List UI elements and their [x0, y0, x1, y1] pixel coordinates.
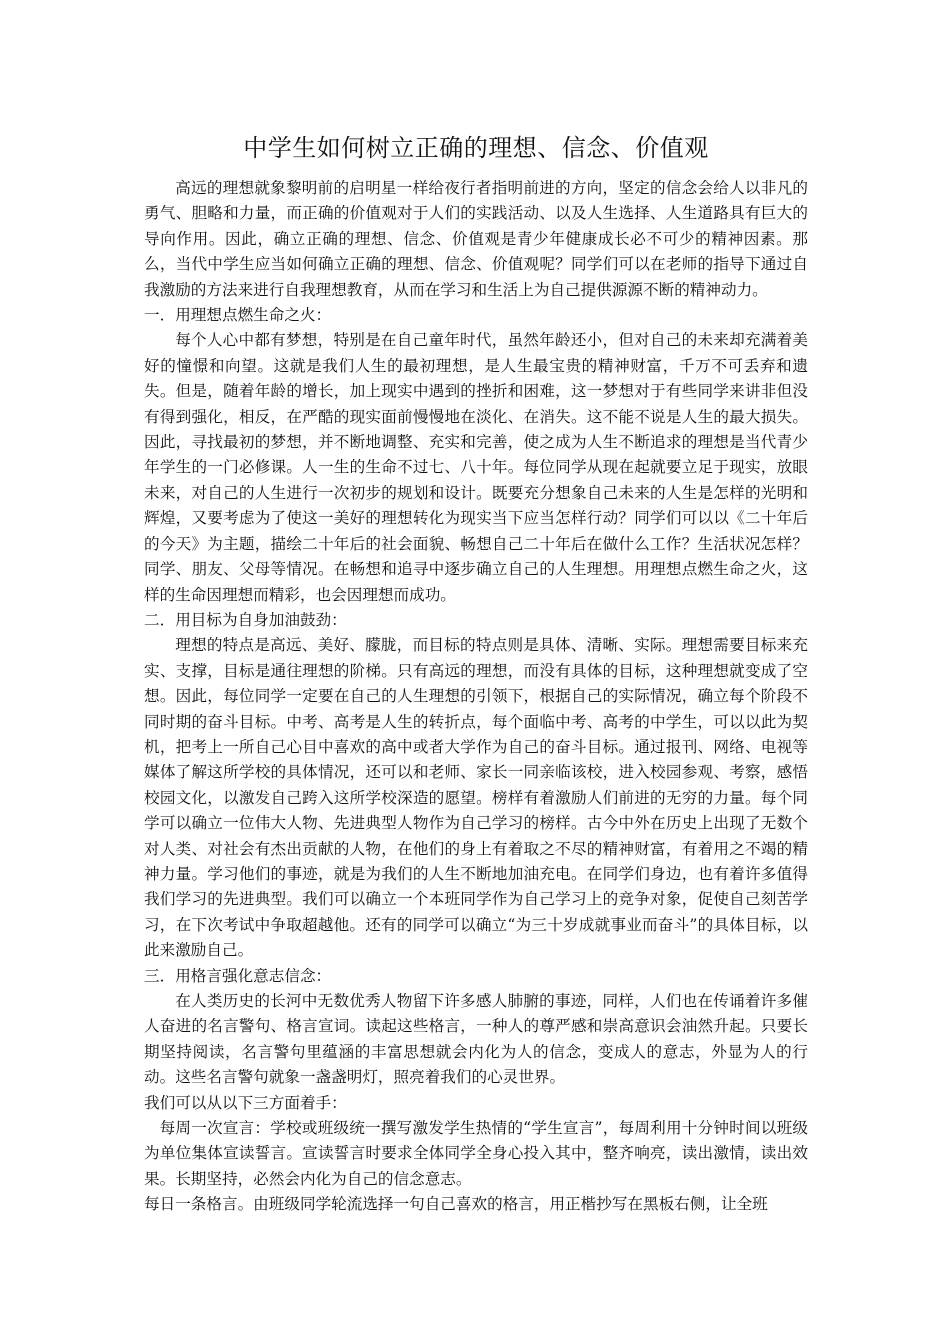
- section-2-heading: 二．用目标为自身加油鼓劲：: [144, 610, 347, 629]
- intro-paragraph: 高远的理想就象黎明前的启明星一样给夜行者指明前进的方向，坚定的信念会给人以非凡的勇气、胆略和力量，而正确的价值观对于人们的实践活动、以及人生选择、人生道路具有巨大的导向作用。因此，确立正确的理想、信念、价值观是青少年健康成长必不可少的精神因素。那么，当代中学生应当如何确立正确的理想、信念、价值观呢？同学们可以在老师的指导下通过自我激励的方法来进行自我理想教育，从而在学习和生活上为自己提供源源不断的精神动力。: [144, 179, 808, 299]
- section-3-heading: 三．用格言强化意志信念：: [144, 966, 332, 985]
- section-2-paragraph: 理想的特点是高远、美好、朦胧，而目标的特点则是具体、清晰、实际。理想需要目标来充实、支撑，目标是通往理想的阶梯。只有高远的理想，而没有具体的目标，这种理想就变成了空想。因此，每位同学一定要在自己的人生理想的引领下，根据自己的实际情况，确立每个阶段不同时期的奋斗目标。中考、高考是人生的转折点，每个面临中考、高考的中学生，可以以此为契机，把考上一所自己心目中喜欢的高中或者大学作为自己的奋斗目标。通过报刊、网络、电视等媒体了解这所学校的具体情况，还可以和老师、家长一同亲临该校，进入校园参观、考察，感悟校园文化，以激发自己跨入这所学校深造的愿望。榜样有着激励人们前进的无穷的力量。每个同学可以确立一位伟大人物、先进典型人物作为自己学习的榜样。古今中外在历史上出现了无数个对人类、对社会有杰出贡献的人物，在他们的身上有着取之不尽的精神财富，有着用之不竭的精神力量。学习他们的事迹，就是为我们的人生不断地加油充电。在同学们身边，也有着许多值得我们学习的先进典型。我们可以确立一个本班同学作为自己学习上的竞争对象，促使自己刻苦学习，在下次考试中争取超越他。还有的同学可以确立“为三十岁成就事业而奋斗”的具体目标，以此来激励自己。: [144, 636, 808, 960]
- section-3-item-1: 每周一次宣言：学校或班级统一撰写激发学生热情的“学生宣言”，每周利用十分钟时间以班级为单位集体宣读誓言。宣读誓言时要求全体同学全身心投入其中，整齐响亮，读出激情，读出效果。长期坚持，必然会内化为自己的信念意志。: [144, 1119, 808, 1188]
- section-3-item-2: 每日一条格言。由班级同学轮流选择一句自己喜欢的格言，用正楷抄写在黑板右侧，让全班: [144, 1195, 768, 1214]
- section-3-paragraph: 在人类历史的长河中无数优秀人物留下许多感人肺腑的事迹，同样，人们也在传诵着许多催人奋进的名言警句、格言宣词。读起这些格言，一种人的尊严感和崇高意识会油然升起。只要长期坚持阅读，名言警句里蕴涵的丰富思想就会内化为人的信念，变成人的意志，外显为人的行动。这些名言警句就象一盏盏明灯，照亮着我们的心灵世界。: [144, 992, 808, 1087]
- section-1-heading: 一．用理想点燃生命之火：: [144, 306, 332, 325]
- document-body: [144, 176, 808, 1218]
- document-title: 中学生如何树立正确的理想、信念、价值观: [243, 134, 709, 162]
- section-1-paragraph: 每个人心中都有梦想，特别是在自己童年时代，虽然年龄还小，但对自己的未来却充满着美好的憧憬和向望。这就是我们人生的最初理想，是人生最宝贵的精神财富，千万不可丢弃和遗失。但是，随着年龄的增长，加上现实中遇到的挫折和困难，这一梦想对于有些同学来讲非但没有得到强化，相反，在严酷的现实面前慢慢地在淡化、在消失。这不能不说是人生的最大损失。因此，寻找最初的梦想，并不断地调整、充实和完善，使之成为人生不断追求的理想是当代青少年学生的一门必修课。人一生的生命不过七、八十年。每位同学从现在起就要立足于现实，放眼未来，对自己的人生进行一次初步的规划和设计。既要充分想象自己未来的人生是怎样的光明和辉煌，又要考虑为了使这一美好的理想转化为现实当下应当怎样行动？同学们可以以《二十年后的今天》为主题，描绘二十年后的社会面貌、畅想自己二十年后在做什么工作？生活状况怎样？同学、朋友、父母等情况。在畅想和追寻中逐步确立自己的人生理想。用理想点燃生命之火，这样的生命因理想而精彩，也会因理想而成功。: [144, 331, 808, 604]
- section-3-lead: 我们可以从以下三方面着手：: [144, 1093, 347, 1112]
